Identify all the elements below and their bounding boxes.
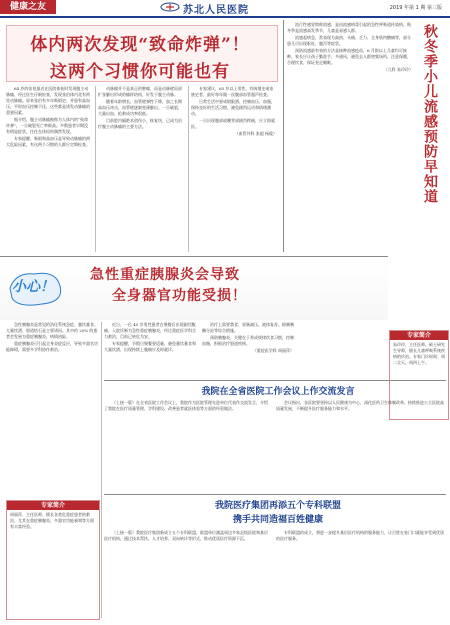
- paragraph: 专家建议，65 岁以上男性、有吸烟史或家族史者，最好每年做一次腹部血管超声检查。: [191, 86, 274, 97]
- paragraph: 急性胰腺炎是常见的消化系统急症，暴饮暴食、大量饮酒、胆道结石是主要诱因。其中约 20% 的患者会发展为重症胰腺炎，病情凶险。: [6, 322, 98, 339]
- author-credit: （儿科 朱玲玲）: [383, 67, 413, 72]
- paragraph: 目前腔内隔绝术创伤小、恢复快，已成为治疗腹主动脉瘤的主要方法。: [98, 118, 182, 129]
- flu-article-title: 秋冬季小儿流感预防早知道: [422, 24, 438, 204]
- section-divider: [104, 494, 446, 495]
- expert-box-heading: 专家简介: [7, 501, 99, 510]
- paragraph: 64 岁的张伯最近在医院体检时发现腹主动脉瘤，经过医生仔细检查，发现张伯体内竟有两处动脉瘤。原来张伯有多年吸烟史，并患有高血压，平时血压控制不佳，这些都是诱发动脉瘤的重要因素。: [6, 86, 90, 115]
- paragraph: 近日，一位 45 岁男性患者在聚餐后出现剧烈腹痛，入院诊断为急性重症胰腺炎，经过重症医学科全力救治，目前已转危为安。: [104, 322, 196, 339]
- pancreatitis-col3: [202, 322, 294, 376]
- paragraph: 据介绍，腹主动脉瘤被称为人体内的“致命炸弹”，一旦破裂死亡率极高。多数患者早期没有明显症状，往往在体检时偶然发现。: [6, 117, 89, 134]
- column-divider: [95, 86, 96, 252]
- paragraph: 专家提醒，吸烟和高血压是导致动脉瘤的两大危险因素，有这两个习惯的人群应定期检查。: [6, 136, 90, 147]
- paragraph: 日常生活中要戒烟限酒、控制血压、血脂，保持良好的生活习惯，避免剧烈运动和情绪激动。: [191, 99, 275, 116]
- paragraph: 会议指出，各医院要坚持以人民健康为中心，深化医药卫生体制改革，持续推进公立医院高质量发展，不断提升医疗服务能力和水平。: [276, 400, 444, 411]
- expert-box-heading: 专家简介: [390, 331, 448, 340]
- pancreatitis-col1: [6, 322, 98, 494]
- header-rule: [0, 16, 450, 18]
- paragraph: （上接一版）我院医疗集团新成立五个专科联盟，联盟单位涵盖周边多家县级医院和基层医疗机构，通过技术帮扶、人才培养、双向转诊等形式，推动优质医疗资源下沉。: [104, 530, 268, 541]
- column-divider: [188, 86, 189, 252]
- expert-box-text: 朱玲玲，主任医师，硕士研究生导师，擅长儿童呼吸系统疾病的诊治。专家门诊时间：周二全天、周四上午。: [393, 342, 445, 365]
- section-divider: [0, 256, 388, 257]
- issue-info: 2019 年第 1 期 第三版: [389, 5, 442, 11]
- author-credit: （重症医学科 周丽萍）: [252, 348, 294, 353]
- column-divider: [101, 322, 102, 618]
- main-headline: 体内两次发现“致命炸弹”！: [30, 35, 250, 55]
- section-divider: [104, 380, 446, 381]
- main-article-col1: [6, 86, 92, 252]
- paragraph: 动脉瘤并不是真正的肿瘤，而是动脉壁局部扩张膨出形成的瘤样结构，好发于腹主动脉。: [98, 86, 182, 97]
- pancreatitis-subtitle: 全身器官功能受损！: [112, 288, 247, 304]
- news1-col2: [276, 400, 446, 490]
- paragraph: 预防流感最有效的方法是接种流感疫苗，6 月龄以上儿童均可接种。家长应让孩子勤洗手、多通风，避免去人群密集场所，注意保暖，合理饮食，保证充足睡眠。: [287, 48, 411, 65]
- author-credit: （血管外科 张超 杨俊）: [234, 131, 277, 136]
- paragraph: 专家提醒，节假日聚餐要适量，避免暴饮暴食和大量饮酒，出现持续上腹痛应及时就诊。: [104, 341, 196, 352]
- section-divider: [283, 20, 284, 252]
- main-article-col3: [191, 86, 277, 252]
- pancreatitis-title: 急性重症胰腺炎会导致: [90, 267, 240, 283]
- section-tag: 健康之友: [0, 0, 56, 14]
- main-subheadline: 这两个习惯你可能也有: [50, 62, 230, 82]
- pancreatitis-expert-box: [6, 500, 100, 620]
- paragraph: 随着年龄增长、血管壁弹性下降，加之长期高血压冲击，血管壁逐渐变薄膨出。一旦破裂，大量出血，抢救成功率很低。: [98, 99, 182, 116]
- warning-badge: 小心！: [12, 279, 54, 295]
- news1-col1: [104, 400, 270, 490]
- paragraph: 一旦出现腹部或腰背部剧烈疼痛，应立即就医。: [191, 118, 275, 129]
- paragraph: 治疗上需要禁食、胃肠减压、液体复苏、抑制胰酶分泌等综合措施。: [202, 322, 294, 333]
- news1-title: 我院在全省医院工作会议上作交流发言: [201, 387, 355, 397]
- news2-subtitle: 携手共同造福百姓健康: [232, 515, 323, 525]
- masthead-title: 苏北人民医院: [183, 5, 249, 16]
- flu-article-body: [287, 22, 413, 260]
- main-article-col2: [98, 86, 184, 252]
- news2-col2: [276, 530, 446, 620]
- expert-box-text: 周丽萍，主任医师，擅长各类危重症患者的救治，尤其在重症胰腺炎、多器官功能衰竭等方面有丰富经验。: [10, 512, 94, 529]
- paragraph: 预防胰腺炎，关键在于养成规律饮食习惯，控制血脂，积极治疗胆道疾病。: [202, 335, 294, 346]
- news2-title: 我院医疗集团再添五个专科联盟: [214, 501, 341, 511]
- hospital-logo-icon: [160, 2, 180, 12]
- paragraph: 重症胰腺炎可引起全身炎症反应，导致多器官功能障碍，需要多学科协作救治。: [6, 341, 98, 352]
- paragraph: （上接一版）在全省医院工作会议上，我院作为医院管理先进单位代表作交流发言，介绍了我院在医疗质量管理、学科建设、改善患者就医体验等方面的经验做法。: [104, 400, 268, 411]
- paragraph: 专科联盟的成立，将进一步提升基层医疗机构的服务能力，让百姓在家门口就能享受到优质的医疗服务。: [276, 530, 444, 541]
- paragraph: 流感起病急，常表现为高热、头痛、乏力、全身肌肉酸痛等，部分患儿可出现呕吐、腹泻等症状。: [287, 35, 411, 46]
- news2-col1: [104, 530, 270, 620]
- paragraph: 流行性感冒简称流感，是由流感病毒引起的急性呼吸道传染病。秋冬季是流感高发季节，儿童是易感人群。: [287, 22, 411, 33]
